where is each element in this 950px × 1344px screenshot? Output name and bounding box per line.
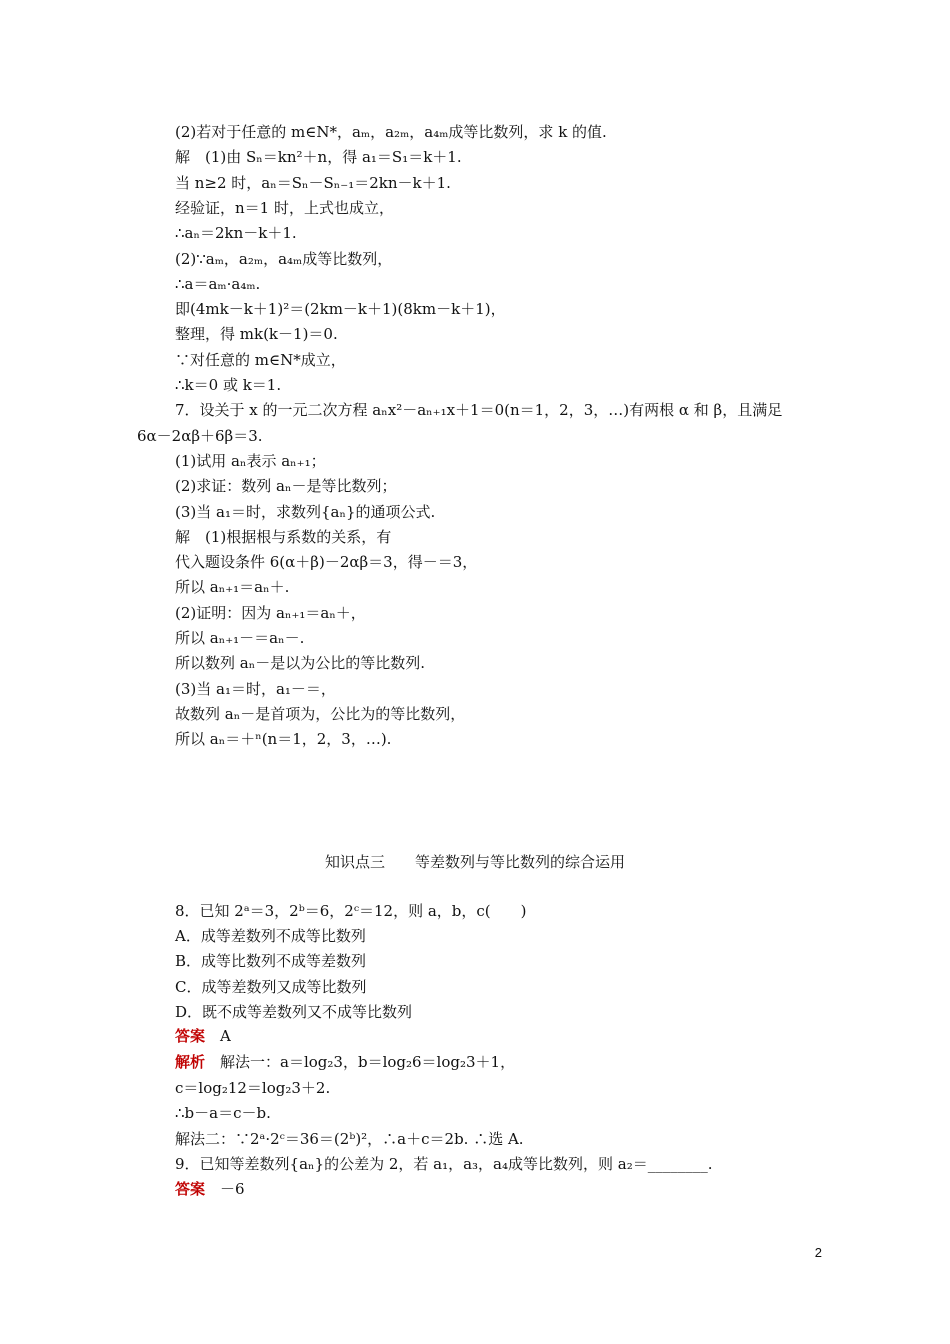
answer-9 xyxy=(175,1180,245,1200)
text-line: 整理，得 mk(k－1)＝0. xyxy=(175,325,338,344)
answer-label: 答案 xyxy=(175,1027,206,1045)
text-line: 8．已知 2ᵃ＝3，2ᵇ＝6，2ᶜ＝12，则 a，b，c( ) xyxy=(175,902,527,920)
text-line: 所以 aₙ＝＋ⁿ(n＝1，2，3，…). xyxy=(175,730,392,749)
text-line: 9．已知等差数列{aₙ}的公差为 2，若 a₁，a₃，a₄成等比数列，则 a₂＝________. xyxy=(175,1154,713,1173)
text-line: 当 n≥2 时，aₙ＝Sₙ－Sₙ₋₁＝2kn－k＋1. xyxy=(175,173,451,192)
text-line: 经验证，n＝1 时，上式也成立， xyxy=(175,198,394,217)
text-line: ∴b－a＝c－b. xyxy=(175,1104,271,1123)
text-line: (3)当 a₁＝时，a₁－＝， xyxy=(175,679,336,698)
analysis-text: 解法一：a＝log₂3，b＝log₂6＝log₂3＋1， xyxy=(220,1053,516,1071)
text-line: D．既不成等差数列又不成等比数列 xyxy=(175,1002,413,1021)
text-line: (2)∵aₘ，a₂ₘ，a₄ₘ成等比数列， xyxy=(175,249,393,268)
page-number: 2 xyxy=(814,1245,822,1260)
text-line: 代入题设条件 6(α＋β)－2αβ＝3，得－＝3， xyxy=(175,553,478,572)
text-line: ∴aₙ＝2kn－k＋1. xyxy=(175,224,297,243)
text-line: 即(4mk－k＋1)²＝(2km－k＋1)(8km－k＋1)， xyxy=(175,300,506,319)
analysis-8 xyxy=(175,1053,515,1073)
text-line: C．成等差数列又成等比数列 xyxy=(175,977,367,996)
text-line: 所以 aₙ₊₁－＝aₙ－. xyxy=(175,629,305,647)
text-line: A．成等差数列不成等比数列 xyxy=(175,927,366,946)
text-line: c＝log₂12＝log₂3＋2. xyxy=(175,1079,331,1097)
text-line: ∴k＝0 或 k＝1. xyxy=(175,376,282,394)
text-line: ∵对任意的 m∈N*成立， xyxy=(175,350,346,369)
answer-8 xyxy=(175,1027,231,1047)
text-line: (1)试用 aₙ表示 aₙ₊₁； xyxy=(175,451,326,470)
text-line: 解 (1)由 Sₙ＝kn²＋n，得 a₁＝S₁＝k＋1. xyxy=(175,148,462,167)
text-line: 所以数列 aₙ－是以为公比的等比数列. xyxy=(175,654,425,673)
analysis-label: 解析 xyxy=(175,1053,206,1071)
text-line: (2)若对于任意的 m∈N*，aₘ，a₂ₘ，a₄ₘ成等比数列，求 k 的值. xyxy=(175,123,607,141)
answer-label: 答案 xyxy=(175,1180,206,1198)
text-line: 所以 aₙ₊₁＝aₙ＋. xyxy=(175,578,290,597)
text-line: (2)求证：数列 aₙ－是等比数列； xyxy=(175,477,397,496)
text-line: 故数列 aₙ－是首项为，公比为的等比数列， xyxy=(175,704,466,723)
text-line: 解法二：∵2ᵃ·2ᶜ＝36＝(2ᵇ)²，∴a＋c＝2b. ∴选 A. xyxy=(175,1129,524,1148)
section-heading: 知识点三 等差数列与等比数列的综合运用 xyxy=(324,853,625,871)
answer-value: －6 xyxy=(220,1180,245,1198)
text-line: 6α－2αβ＋6β＝3. xyxy=(137,426,263,445)
text-line: B．成等比数列不成等差数列 xyxy=(175,952,367,971)
text-line: 7．设关于 x 的一元二次方程 aₙx²－aₙ₊₁x＋1＝0(n＝1，2，3，…)有两根 α 和 β，且满足 xyxy=(175,401,783,420)
text-line: (2)证明：因为 aₙ₊₁＝aₙ＋， xyxy=(175,603,366,622)
answer-value: A xyxy=(220,1027,231,1045)
text-line: 解 (1)根据根与系数的关系，有 xyxy=(175,527,392,546)
text-line: ∴a＝aₘ·a₄ₘ. xyxy=(175,274,261,293)
text-line: (3)当 a₁＝时，求数列{aₙ}的通项公式. xyxy=(175,502,436,521)
